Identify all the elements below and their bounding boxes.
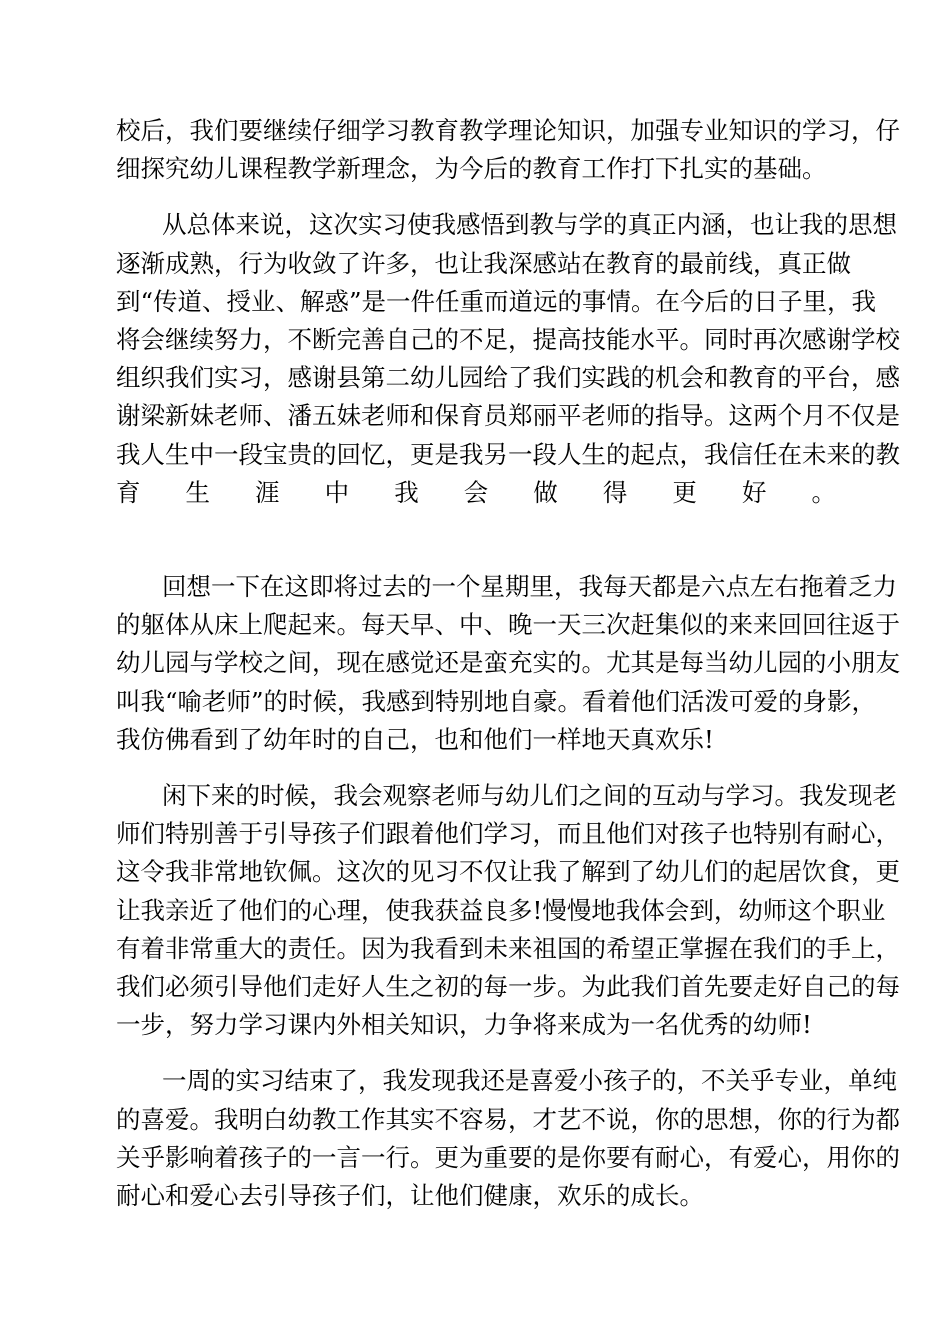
text-line: 的躯体从床上爬起来。每天早、中、晚一天三次赶集似的来来回回往返于 — [116, 610, 900, 640]
text-line: 这令我非常地钦佩。这次的见习不仅让我了解到了幼儿们的起居饮食，更 — [116, 857, 900, 887]
text-line: 我仿佛看到了幼年时的自己，也和他们一样地天真欢乐! — [116, 724, 714, 754]
text-line — [116, 512, 836, 550]
text-line: 让我亲近了他们的心理，使我获益良多!慢慢地我体会到，幼师这个职业 — [116, 895, 886, 925]
text-line: 叫我“喻老师”的时候，我感到特别地自豪。看着他们活泼可爱的身影， — [116, 686, 877, 716]
paragraph — [116, 777, 900, 1044]
paragraph — [116, 568, 900, 759]
document-body — [116, 112, 900, 1215]
text-line: 闲下来的时候，我会观察老师与幼儿们之间的互动与学习。我发现老 — [162, 781, 897, 810]
paragraph — [116, 1062, 900, 1215]
text-line: 回想一下在这即将过去的一个星期里，我每天都是六点左右拖着乏力 — [162, 572, 897, 602]
text-line: 的喜爱。我明白幼教工作其实不容易，才艺不说，你的思想，你的行为都 — [116, 1104, 900, 1134]
text-line: 我人生中一段宝贵的回忆，更是我另一段人生的起点，我信任在未来的教 — [116, 439, 900, 469]
text-line: 将会继续努力，不断完善自己的不足，提高技能水平。同时再次感谢学校 — [116, 324, 900, 354]
text-line: 校后，我们要继续仔细学习教育教学理论知识，加强专业知识的学习，仔 — [116, 116, 900, 145]
text-line: 师们特别善于引导孩子们跟着他们学习，而且他们对孩子也特别有耐心， — [116, 819, 900, 849]
text-line: 逐渐成熟，行为收敛了许多，也让我深感站在教育的最前线，真正做 — [116, 248, 851, 278]
text-line: 谢梁新妹老师、潘五妹老师和保育员郑丽平老师的指导。这两个月不仅是 — [116, 401, 900, 431]
text-line: 一步，努力学习课内外相关知识，力争将来成为一名优秀的幼师! — [116, 1010, 812, 1040]
text-line: 我们必须引导他们走好人生之初的每一步。为此我们首先要走好自己的每 — [116, 971, 900, 1001]
text-line: 耐心和爱心去引导孩子们，让他们健康，欢乐的成长。 — [116, 1180, 704, 1210]
paragraph — [116, 112, 900, 188]
text-line: 育生涯中我会做得更好。 — [116, 477, 836, 507]
text-line: 到“传道、授业、解惑”是一件任重而道远的事情。在今后的日子里，我 — [116, 286, 877, 316]
text-line: 关乎影响着孩子的一言一行。更为重要的是你要有耐心，有爱心，用你的 — [116, 1142, 900, 1172]
text-line: 幼儿园与学校之间，现在感觉还是蛮充实的。尤其是每当幼儿园的小朋友 — [116, 648, 900, 678]
text-line: 细探究幼儿课程教学新理念，为今后的教育工作打下扎实的基础。 — [116, 154, 827, 184]
paragraph — [116, 206, 900, 550]
text-line: 从总体来说，这次实习使我感悟到教与学的真正内涵，也让我的思想 — [162, 210, 897, 240]
text-line: 一周的实习结束了，我发现我还是喜爱小孩子的，不关乎专业，单纯 — [162, 1066, 897, 1096]
text-line: 有着非常重大的责任。因为我看到未来祖国的希望正掌握在我们的手上， — [116, 933, 900, 963]
text-line: 组织我们实习，感谢县第二幼儿园给了我们实践的机会和教育的平台，感 — [116, 363, 900, 393]
